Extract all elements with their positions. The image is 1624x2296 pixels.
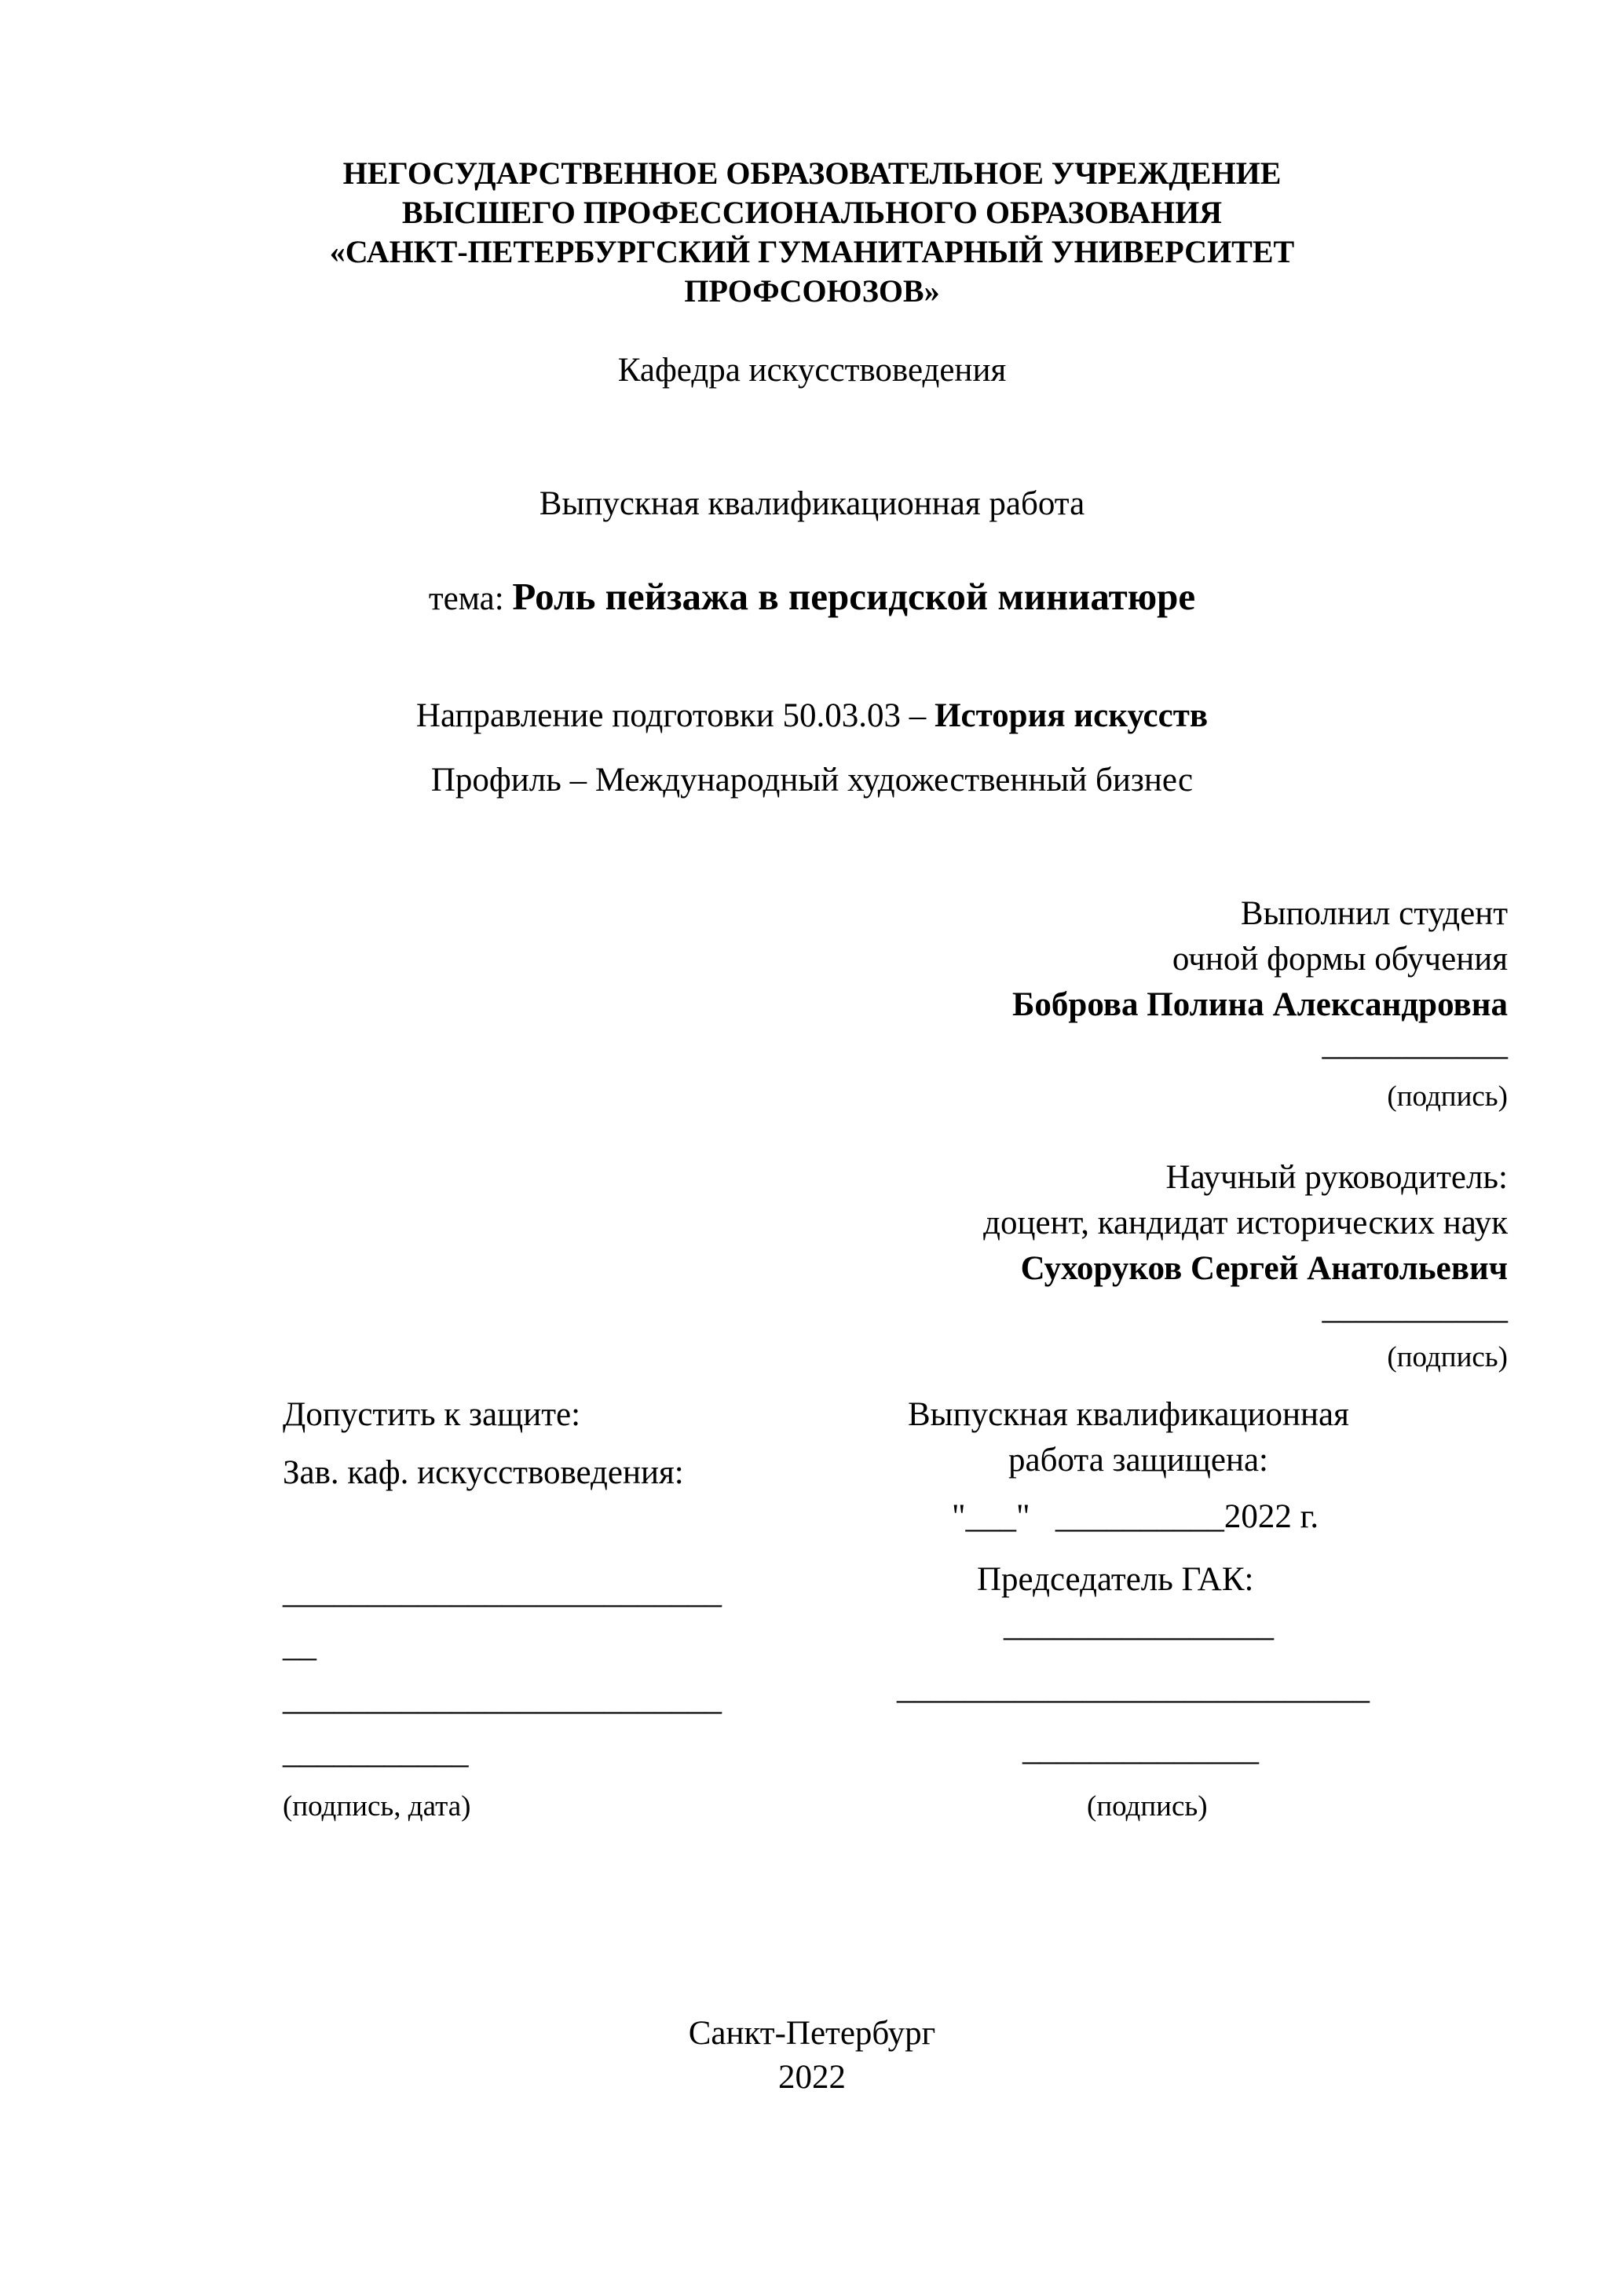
supervisor-role: Научный руководитель:: [1165, 1159, 1508, 1196]
topic-title: Роль пейзажа в персидской миниатюре: [512, 575, 1196, 618]
direction-line: [0, 696, 1624, 737]
profile-line: Профиль – Международный художественный бизнес: [430, 762, 1194, 799]
student-signature-caption: (подпись): [1387, 1080, 1508, 1113]
gak-chair-signature-caption: (подпись): [1087, 1790, 1208, 1823]
student-role: Выполнил студент: [1240, 895, 1508, 932]
admission-label: Допустить к защите:: [283, 1396, 581, 1433]
topic-prefix: тема:: [428, 580, 513, 617]
defense-label-line-1: Выпускная квалификационная: [908, 1396, 1349, 1433]
admission-signature-line-1: __________________________: [283, 1574, 722, 1610]
year: 2022: [778, 2059, 846, 2096]
city: Санкт-Петербург: [688, 2015, 936, 2052]
direction-name: История искусств: [935, 697, 1209, 734]
gak-chair-signature-line-3: ______________: [1022, 1731, 1259, 1768]
topic-line: [0, 573, 1624, 623]
gak-chair-signature-line-2: ____________________________: [897, 1669, 1370, 1706]
student-name: Боброва Полина Александровна: [1012, 986, 1508, 1023]
student-form: очной формы обучения: [1172, 941, 1508, 978]
institution-header-line-4: ПРОФСОЮЗОВ»: [684, 273, 940, 309]
admission-signature-caption: (подпись, дата): [283, 1790, 471, 1823]
institution-header-line-1: НЕГОСУДАРСТВЕННОЕ ОБРАЗОВАТЕЛЬНОЕ УЧРЕЖДЕНИЕ: [342, 155, 1282, 191]
gak-chair-signature-line-1: ________________: [1004, 1607, 1274, 1643]
gak-chair-label: Председатель ГАК:: [977, 1561, 1254, 1598]
institution-header-line-3: «САНКТ-ПЕТЕРБУРГСКИЙ ГУМАНИТАРНЫЙ УНИВЕРСИТЕТ: [329, 234, 1295, 269]
defense-label-line-2: работа защищена:: [1008, 1442, 1268, 1479]
supervisor-degree: доцент, кандидат исторических наук: [983, 1205, 1508, 1241]
institution-header-line-2: ВЫСШЕГО ПРОФЕССИОНАЛЬНОГО ОБРАЗОВАНИЯ: [401, 195, 1223, 230]
work-type: Выпускная квалификационная работа: [539, 485, 1085, 522]
admission-signature-line-1-continued: __: [283, 1627, 316, 1664]
admission-signature-line-2-continued: ___________: [283, 1734, 469, 1771]
supervisor-signature-caption: (подпись): [1387, 1341, 1508, 1373]
supervisor-name: Сухоруков Сергей Анатольевич: [1020, 1250, 1508, 1287]
supervisor-signature-line: ___________: [1322, 1289, 1508, 1326]
student-signature-line: ___________: [1322, 1026, 1508, 1062]
admission-signature-line-2: __________________________: [283, 1680, 722, 1717]
direction-prefix: Направление подготовки 50.03.03 –: [415, 697, 935, 734]
department-name: Кафедра искусствоведения: [617, 352, 1007, 389]
department-head-label: Зав. каф. искусствоведения:: [283, 1454, 684, 1491]
defense-date: "___" __________2022 г.: [952, 1498, 1319, 1535]
